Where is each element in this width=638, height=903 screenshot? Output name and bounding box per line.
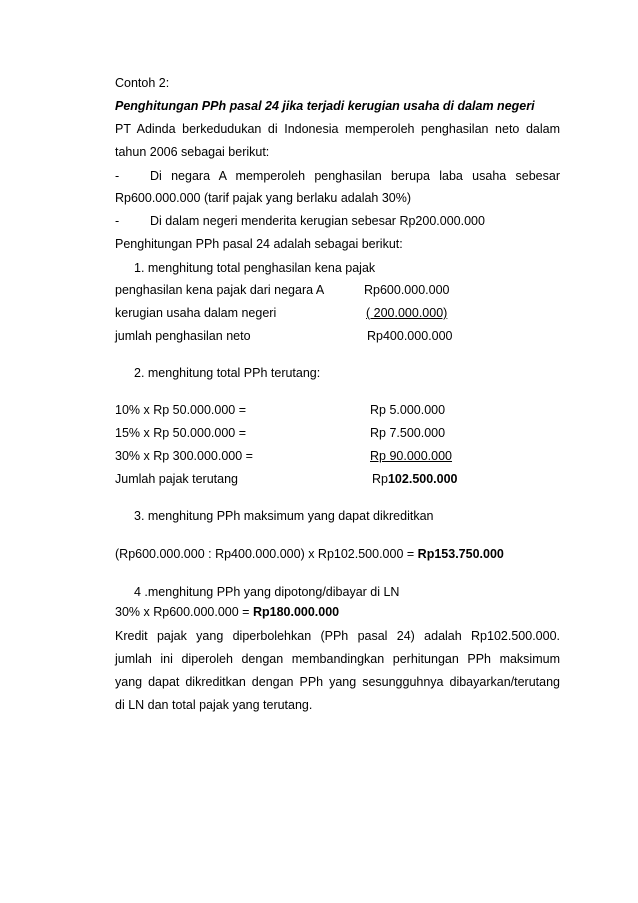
step1-row-1-value: Rp600.000.000 <box>364 283 450 297</box>
step2-total-label: Jumlah pajak terutang <box>115 472 238 486</box>
step2-total-number: 102.500.000 <box>387 472 458 486</box>
intro-line-1: PT Adinda berkedudukan di Indonesia memperoleh penghasilan neto dalam <box>115 122 560 136</box>
calc-intro: Penghitungan PPh pasal 24 adalah sebagai berikut: <box>115 237 403 251</box>
example-title: Penghitungan PPh pasal 24 jika terjadi kerugian usaha di dalam negeri <box>115 99 535 113</box>
bullet-dash-2: - <box>115 214 120 228</box>
step3-formula: (Rp600.000.000 : Rp400.000.000) x Rp102.500.000 = <box>115 547 418 561</box>
conclusion-line-3: yang dapat dikreditkan dengan PPh yang sesungguhnya dibayarkan/terutang <box>115 675 560 689</box>
bullet-1-line-1: Di negara A memperoleh penghasilan berupa laba usaha sebesar <box>150 169 560 183</box>
step1-row-3-value: Rp400.000.000 <box>367 329 453 343</box>
step1-title: 1. menghitung total penghasilan kena pajak <box>134 261 376 275</box>
step1-row-2-label: kerugian usaha dalam negeri <box>115 306 277 320</box>
step2-total-value <box>372 471 458 487</box>
step4-title: 4 .menghitung PPh yang dipotong/dibayar di LN <box>134 585 400 599</box>
step2-row-1-label: 10% x Rp 50.000.000 = <box>115 403 246 417</box>
step2-title: 2. menghitung total PPh terutang: <box>134 366 321 380</box>
step4-formula: 30% x Rp600.000.000 = <box>115 605 253 619</box>
step2-row-2-value: Rp 7.500.000 <box>370 426 446 440</box>
step2-row-3-label: 30% x Rp 300.000.000 = <box>115 449 253 463</box>
step2-total-prefix: Rp <box>372 472 388 486</box>
intro-line-2: tahun 2006 sebagai berikut: <box>115 145 270 159</box>
step4-result: Rp180.000.000 <box>252 605 340 619</box>
step3-formula-line <box>115 546 504 562</box>
conclusion-line-4: di LN dan total pajak yang terutang. <box>115 698 313 712</box>
step3-result: Rp153.750.000 <box>417 547 504 561</box>
step3-title: 3. menghitung PPh maksimum yang dapat dikreditkan <box>134 509 434 523</box>
step1-row-1-label: penghasilan kena pajak dari negara A <box>115 283 325 297</box>
step2-row-2-label: 15% x Rp 50.000.000 = <box>115 426 246 440</box>
step1-row-3-label: jumlah penghasilan neto <box>115 329 251 343</box>
example-heading: Contoh 2: <box>115 76 170 90</box>
step4-formula-line <box>115 604 339 620</box>
step2-row-1-value: Rp 5.000.000 <box>370 403 446 417</box>
conclusion-line-2: jumlah ini diperoleh dengan membandingkan perhitungan PPh maksimum <box>115 652 560 666</box>
bullet-dash-1: - <box>115 169 120 183</box>
bullet-1-line-2: Rp600.000.000 (tarif pajak yang berlaku adalah 30%) <box>115 191 412 205</box>
bullet-2-line-1: Di dalam negeri menderita kerugian sebesar Rp200.000.000 <box>150 214 485 228</box>
conclusion-line-1: Kredit pajak yang diperbolehkan (PPh pasal 24) adalah Rp102.500.000. <box>115 629 560 643</box>
step2-row-3-value: Rp 90.000.000 <box>370 449 453 463</box>
step1-row-2-value: ( 200.000.000) <box>366 306 448 320</box>
